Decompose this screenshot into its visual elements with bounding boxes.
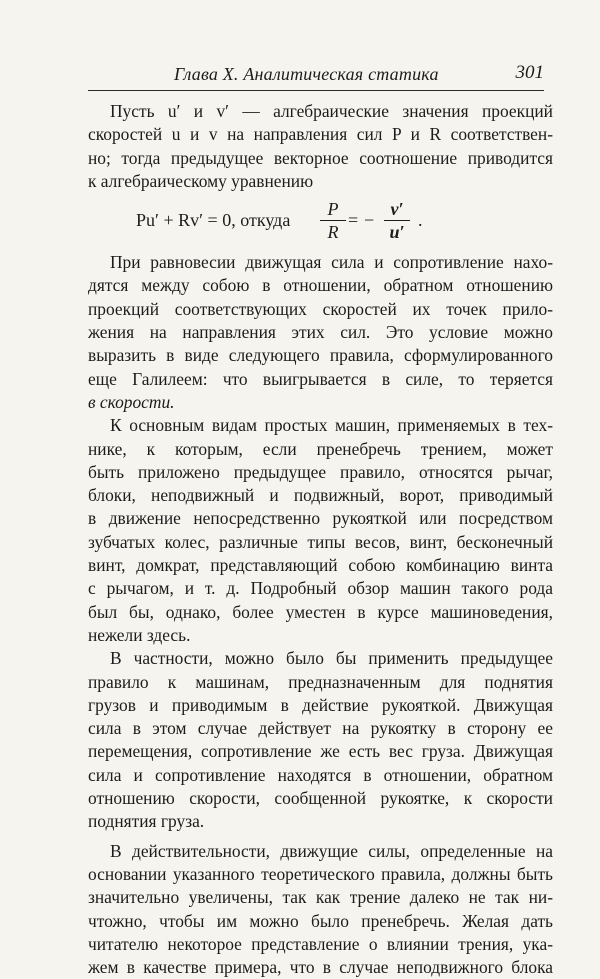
equation-lhs: Pu′ + Rv′ = 0, откуда: [136, 210, 291, 231]
text-line: В частности, можно было бы применить предыдущее: [110, 648, 553, 669]
text-line: в скорости.: [88, 391, 175, 412]
paragraph-4: [88, 647, 553, 833]
text-line: читателю некоторое представление о влиянии трения, ука-: [88, 933, 553, 954]
text-line: Пусть u′ и v′ — алгебраические значения проекций: [110, 101, 553, 121]
text-line: скоростей u и v на направления сил P и R соответствен-: [88, 124, 553, 145]
page-number: 301: [515, 62, 544, 83]
fraction-bar: [384, 220, 410, 221]
paragraph-1: [88, 100, 553, 193]
chapter-title: Глава X. Аналитическая статика: [174, 64, 439, 84]
text-line: но; тогда предыдущее векторное соотношение приводится: [88, 147, 553, 168]
text-line: с рычагом, и т. д. Подробный обзор машин такого рода: [88, 578, 553, 599]
text-line: отношению скорости, сообщенной рукоятке, к скорости: [88, 788, 553, 809]
text-line: сила и сопротивление находятся в отношении, обратном: [88, 764, 553, 785]
paragraph-5: [88, 840, 553, 979]
text-line: проекций соответствующих скоростей их точек прило-: [88, 298, 553, 319]
text-line: блоки, неподвижный и подвижный, ворот, приводимый: [88, 485, 553, 506]
text-line: нике, к которым, если пренебречь трением, может: [88, 438, 553, 459]
text-line: жения на направления этих сил. Это условие можно: [88, 322, 553, 343]
paragraph-3: [88, 414, 553, 647]
paragraph-2: [88, 251, 553, 414]
body-text: [88, 100, 553, 979]
fraction-denominator: R: [327, 222, 339, 243]
running-head: [88, 60, 544, 91]
text-line: выразить в виде следующего правила, сформулированного: [88, 345, 553, 366]
fraction-numerator: P: [327, 199, 339, 220]
text-line: правило к машинам, предназначенным для поднятия: [88, 671, 553, 692]
text-line: грузов и приводимым в действие рукояткой. Движущая: [88, 694, 553, 715]
text-line: дятся между собою в отношении, обратном отношению: [88, 275, 553, 296]
text-line: жем в качестве примера, что в случае неподвижного блока: [88, 957, 553, 978]
text-line: перемещения, сопротивление же есть вес груза. Движущая: [88, 741, 553, 762]
text-line: поднятия груза.: [88, 811, 205, 832]
fraction-p-over-r: [320, 199, 346, 242]
fraction-bar: [320, 220, 346, 221]
text-line: к алгебраическому уравнению: [88, 170, 314, 191]
text-line: еще Галилеем: что выигрывается в силе, то теряется: [88, 368, 553, 389]
text-line: в движение непосредственно рукояткой или посредством: [88, 508, 553, 529]
text-line: чтожно, чтобы им можно было пренебречь. Желая дать: [88, 910, 553, 931]
text-line: винт, домкрат, представляющий собою комбинацию винта: [88, 555, 553, 576]
text-line: основании указанного теоретического правила, должны быть: [88, 863, 553, 884]
minus-sign: −: [364, 210, 375, 231]
equation: [88, 193, 553, 251]
text-line: нежели здесь.: [88, 624, 191, 645]
fraction-numerator: v′: [390, 199, 404, 220]
text-line: К основным видам простых машин, применяемых в тех-: [110, 415, 553, 436]
text-line: быть приложено предыдущее правило, относятся рычаг,: [88, 461, 553, 482]
text-line: В действительности, движущие силы, определенные на: [110, 840, 553, 861]
text-line: зубчатых колес, различные типы весов, винт, бесконечный: [88, 531, 553, 552]
fraction-v-over-u: [384, 199, 410, 242]
equals-sign: =: [348, 210, 359, 231]
fraction-denominator: u′: [389, 222, 405, 243]
text-line: сила в этом случае действует на рукоятку в сторону ее: [88, 718, 553, 739]
text-line: значительно увеличены, так как трение далеко не так ни-: [88, 887, 553, 908]
equation-period: .: [418, 210, 423, 231]
text-line: был бы, однако, более уместен в курсе машиноведения,: [88, 601, 553, 622]
text-line: При равновесии движущая сила и сопротивление нахо-: [110, 252, 553, 273]
